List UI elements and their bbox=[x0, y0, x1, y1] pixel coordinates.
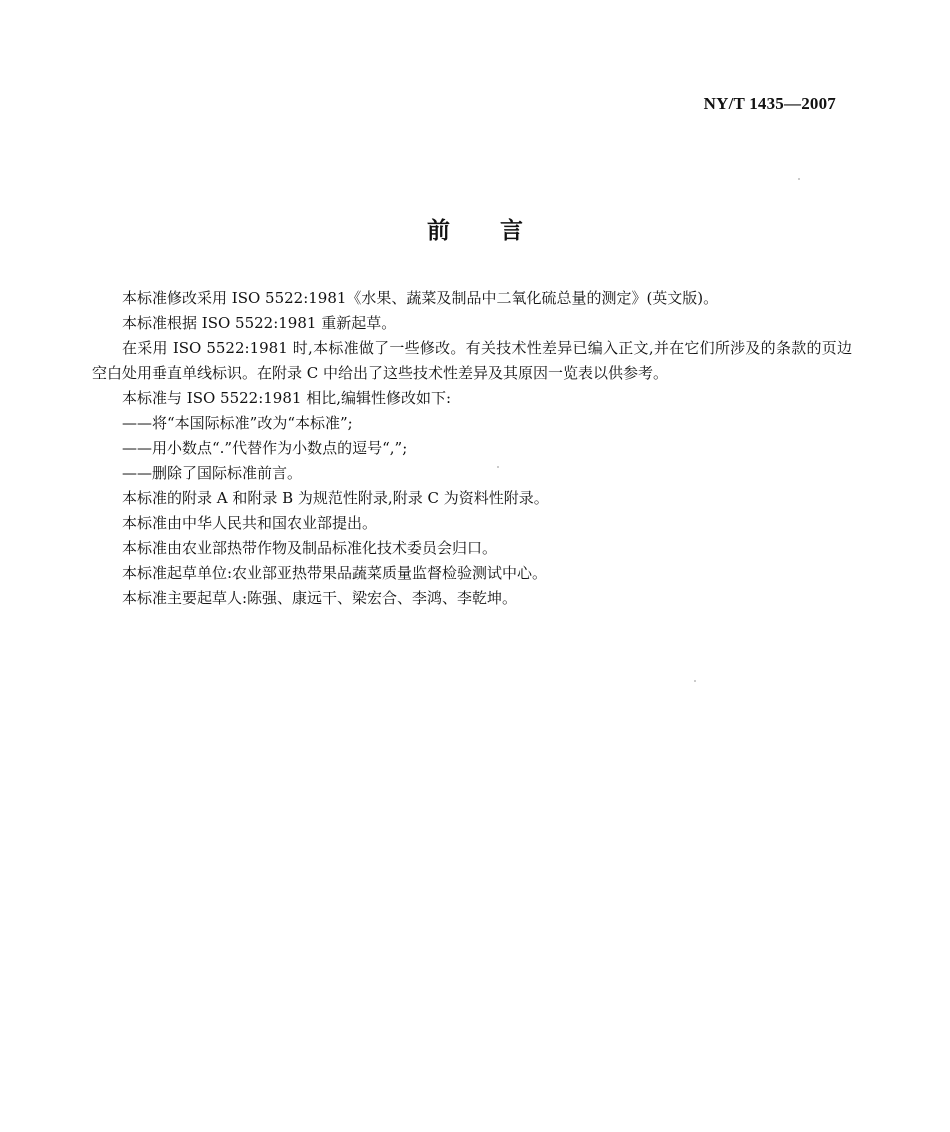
list-item-editorial-2: ——用小数点“.”代替作为小数点的逗号“,”; bbox=[122, 439, 408, 457]
scan-speck bbox=[798, 178, 800, 180]
paragraph-editorial-intro: 本标准与 ISO 5522:1981 相比,编辑性修改如下: bbox=[122, 389, 452, 407]
paragraph-drafters: 本标准主要起草人:陈强、康远干、梁宏合、李鸿、李乾坤。 bbox=[122, 589, 518, 607]
list-item-editorial-1: ——将“本国际标准”改为“本标准”; bbox=[122, 414, 353, 432]
paragraph-redrafted: 本标准根据 ISO 5522:1981 重新起草。 bbox=[122, 314, 397, 332]
scan-speck bbox=[694, 680, 696, 682]
foreword-body bbox=[92, 286, 852, 611]
paragraph-drafting-unit: 本标准起草单位:农业部亚热带果品蔬菜质量监督检验测试中心。 bbox=[122, 564, 548, 582]
paragraph-technical-differences: 在采用 ISO 5522:1981 时,本标准做了一些修改。有关技术性差异已编入正文,并在它们所涉及的条款的页边空白处用垂直单线标识。在附录 C 中给出了这些技术性差异及其原因一览表以供参考。 bbox=[92, 339, 852, 382]
paragraph-adoption: 本标准修改采用 ISO 5522:1981《水果、蔬菜及制品中二氧化硫总量的测定》(英文版)。 bbox=[122, 289, 719, 307]
page-title: 前言 bbox=[427, 218, 573, 244]
paragraph-proposed-by: 本标准由中华人民共和国农业部提出。 bbox=[122, 514, 378, 532]
paragraph-annexes: 本标准的附录 A 和附录 B 为规范性附录,附录 C 为资料性附录。 bbox=[122, 489, 549, 507]
scan-speck bbox=[497, 466, 499, 468]
paragraph-centralized-by: 本标准由农业部热带作物及制品标准化技术委员会归口。 bbox=[122, 539, 498, 557]
standard-number: NY/T 1435—2007 bbox=[703, 94, 836, 113]
list-item-editorial-3: ——删除了国际标准前言。 bbox=[122, 464, 303, 482]
